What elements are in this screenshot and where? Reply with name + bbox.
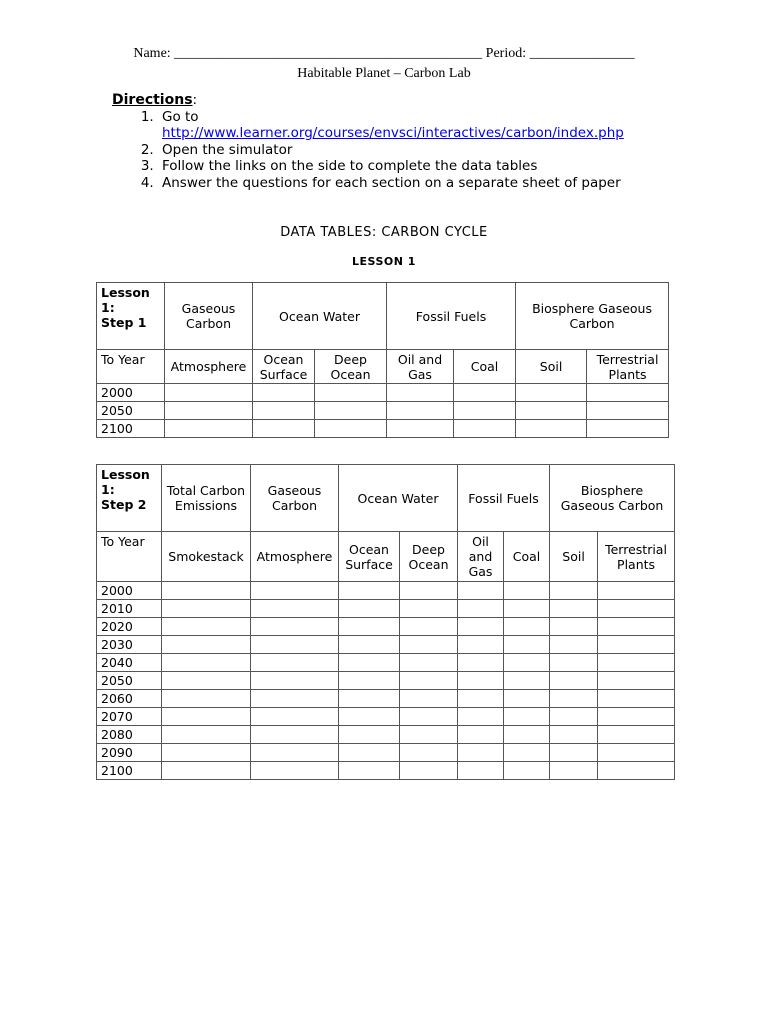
input-cell[interactable] (165, 402, 253, 420)
column-header: Atmosphere (251, 532, 339, 582)
year-cell: 2090 (97, 744, 162, 762)
input-cell[interactable] (162, 672, 251, 690)
input-cell[interactable] (550, 762, 598, 780)
input-cell[interactable] (400, 618, 458, 636)
input-cell[interactable] (165, 420, 253, 438)
input-cell[interactable] (550, 636, 598, 654)
input-cell[interactable] (504, 690, 550, 708)
table-row (97, 708, 675, 726)
group-header: Fossil Fuels (387, 283, 516, 350)
input-cell[interactable] (516, 402, 587, 420)
lesson-step-label: Lesson 1: Step 2 (97, 465, 162, 532)
input-cell[interactable] (454, 420, 516, 438)
table-row (97, 636, 675, 654)
input-cell[interactable] (504, 600, 550, 618)
input-cell[interactable] (458, 618, 504, 636)
input-cell[interactable] (162, 636, 251, 654)
input-cell[interactable] (162, 744, 251, 762)
input-cell[interactable] (550, 672, 598, 690)
input-cell[interactable] (251, 636, 339, 654)
input-cell[interactable] (454, 384, 516, 402)
input-cell[interactable] (598, 600, 675, 618)
table-row (97, 690, 675, 708)
direction-item-2: 2. Open the simulator (158, 142, 732, 159)
input-cell[interactable] (339, 726, 400, 744)
input-cell[interactable] (550, 654, 598, 672)
input-cell[interactable] (339, 672, 400, 690)
input-cell[interactable] (598, 672, 675, 690)
input-cell[interactable] (251, 744, 339, 762)
input-cell[interactable] (598, 654, 675, 672)
input-cell[interactable] (458, 762, 504, 780)
data-table-step-1 (96, 282, 669, 438)
table-row (97, 744, 675, 762)
input-cell[interactable] (504, 744, 550, 762)
input-cell[interactable] (162, 582, 251, 600)
input-cell[interactable] (550, 582, 598, 600)
input-cell[interactable] (251, 726, 339, 744)
input-cell[interactable] (598, 690, 675, 708)
input-cell[interactable] (251, 672, 339, 690)
group-header: Gaseous Carbon (251, 465, 339, 532)
input-cell[interactable] (339, 618, 400, 636)
input-cell[interactable] (458, 708, 504, 726)
document-title: Habitable Planet – Carbon Lab (297, 66, 471, 81)
input-cell[interactable] (550, 618, 598, 636)
input-cell[interactable] (516, 420, 587, 438)
input-cell[interactable] (550, 600, 598, 618)
direction-item-3: 3. Follow the links on the side to complete the data tables (158, 158, 732, 175)
input-cell[interactable] (339, 744, 400, 762)
input-cell[interactable] (504, 726, 550, 744)
input-cell[interactable] (339, 690, 400, 708)
lesson-title: LESSON 1 (352, 255, 416, 268)
group-header: Fossil Fuels (458, 465, 550, 532)
input-cell[interactable] (387, 384, 454, 402)
year-cell: 2080 (97, 726, 162, 744)
input-cell[interactable] (400, 654, 458, 672)
input-cell[interactable] (253, 402, 315, 420)
input-cell[interactable] (400, 672, 458, 690)
column-header: Deep Ocean (315, 350, 387, 384)
input-cell[interactable] (458, 690, 504, 708)
column-header: Soil (516, 350, 587, 384)
table-body (97, 582, 675, 780)
input-cell[interactable] (504, 618, 550, 636)
input-cell[interactable] (251, 582, 339, 600)
input-cell[interactable] (587, 402, 669, 420)
lesson-step-label: Lesson 1: Step 1 (97, 283, 165, 350)
input-cell[interactable] (400, 690, 458, 708)
input-cell[interactable] (253, 384, 315, 402)
input-cell[interactable] (315, 402, 387, 420)
input-cell[interactable] (339, 762, 400, 780)
year-column-header: To Year (97, 532, 162, 582)
direction-item-4: 4. Answer the questions for each section on a separate sheet of paper (158, 175, 732, 192)
input-cell[interactable] (458, 726, 504, 744)
input-cell[interactable] (550, 690, 598, 708)
input-cell[interactable] (598, 636, 675, 654)
input-cell[interactable] (251, 690, 339, 708)
directions-list (112, 109, 732, 192)
input-cell[interactable] (598, 726, 675, 744)
year-cell: 2020 (97, 618, 162, 636)
directions-section (112, 92, 732, 191)
section-title: DATA TABLES: CARBON CYCLE (280, 225, 488, 240)
column-header: Oil and Gas (387, 350, 454, 384)
year-cell: 2010 (97, 600, 162, 618)
input-cell[interactable] (162, 600, 251, 618)
table-row (97, 384, 669, 402)
input-cell[interactable] (251, 618, 339, 636)
table-row (97, 654, 675, 672)
input-cell[interactable] (458, 744, 504, 762)
column-header: Coal (454, 350, 516, 384)
input-cell[interactable] (504, 762, 550, 780)
name-period-line: Name: ____________________________________________ Period: _______________ (133, 46, 635, 61)
input-cell[interactable] (165, 384, 253, 402)
table-row (97, 600, 675, 618)
column-header: Ocean Surface (253, 350, 315, 384)
input-cell[interactable] (504, 708, 550, 726)
input-cell[interactable] (458, 654, 504, 672)
directions-colon: : (192, 92, 198, 108)
input-cell[interactable] (458, 636, 504, 654)
directions-heading: Directions (112, 92, 193, 108)
input-cell[interactable] (516, 384, 587, 402)
input-cell[interactable] (251, 600, 339, 618)
input-cell[interactable] (550, 726, 598, 744)
table-row (97, 726, 675, 744)
data-table-step-2 (96, 464, 675, 780)
table-row (97, 420, 669, 438)
input-cell[interactable] (400, 708, 458, 726)
input-cell[interactable] (253, 420, 315, 438)
input-cell[interactable] (400, 582, 458, 600)
input-cell[interactable] (162, 654, 251, 672)
year-cell: 2050 (97, 672, 162, 690)
input-cell[interactable] (339, 654, 400, 672)
direction-text-1: Go to (162, 108, 199, 125)
table-body (97, 384, 669, 438)
input-cell[interactable] (387, 402, 454, 420)
column-header: Terrestrial Plants (598, 532, 675, 582)
input-cell[interactable] (587, 420, 669, 438)
year-cell: 2060 (97, 690, 162, 708)
group-header: Ocean Water (339, 465, 458, 532)
input-cell[interactable] (400, 744, 458, 762)
group-header: Gaseous Carbon (165, 283, 253, 350)
year-cell: 2000 (97, 384, 165, 402)
input-cell[interactable] (550, 708, 598, 726)
input-cell[interactable] (162, 618, 251, 636)
year-cell: 2000 (97, 582, 162, 600)
input-cell[interactable] (162, 690, 251, 708)
year-column-header: To Year (97, 350, 165, 384)
table-row (97, 618, 675, 636)
input-cell[interactable] (339, 708, 400, 726)
year-cell: 2100 (97, 420, 165, 438)
input-cell[interactable] (339, 582, 400, 600)
input-cell[interactable] (598, 708, 675, 726)
column-header: Ocean Surface (339, 532, 400, 582)
table-row (97, 582, 675, 600)
year-cell: 2070 (97, 708, 162, 726)
column-header: Terrestrial Plants (587, 350, 669, 384)
input-cell[interactable] (598, 582, 675, 600)
group-header: Ocean Water (253, 283, 387, 350)
input-cell[interactable] (504, 636, 550, 654)
input-cell[interactable] (315, 420, 387, 438)
input-cell[interactable] (504, 672, 550, 690)
year-cell: 2030 (97, 636, 162, 654)
input-cell[interactable] (587, 384, 669, 402)
input-cell[interactable] (598, 762, 675, 780)
input-cell[interactable] (458, 582, 504, 600)
column-header: Atmosphere (165, 350, 253, 384)
input-cell[interactable] (162, 762, 251, 780)
group-header: Biosphere Gaseous Carbon (550, 465, 675, 532)
year-cell: 2040 (97, 654, 162, 672)
input-cell[interactable] (400, 726, 458, 744)
direction-item-1 (158, 109, 732, 142)
group-header: Biosphere Gaseous Carbon (516, 283, 669, 350)
input-cell[interactable] (162, 726, 251, 744)
input-cell[interactable] (458, 672, 504, 690)
input-cell[interactable] (504, 582, 550, 600)
simulator-link[interactable]: http://www.learner.org/courses/envsci/interactives/carbon/index.php (162, 125, 624, 141)
input-cell[interactable] (162, 708, 251, 726)
input-cell[interactable] (400, 600, 458, 618)
input-cell[interactable] (251, 762, 339, 780)
input-cell[interactable] (400, 636, 458, 654)
column-header: Soil (550, 532, 598, 582)
group-header: Total Carbon Emissions (162, 465, 251, 532)
column-header: Coal (504, 532, 550, 582)
input-cell[interactable] (598, 618, 675, 636)
table-row (97, 762, 675, 780)
input-cell[interactable] (339, 600, 400, 618)
input-cell[interactable] (458, 600, 504, 618)
input-cell[interactable] (400, 762, 458, 780)
input-cell[interactable] (315, 384, 387, 402)
year-cell: 2050 (97, 402, 165, 420)
input-cell[interactable] (251, 708, 339, 726)
input-cell[interactable] (550, 744, 598, 762)
column-header: Oil and Gas (458, 532, 504, 582)
input-cell[interactable] (251, 654, 339, 672)
input-cell[interactable] (454, 402, 516, 420)
input-cell[interactable] (339, 636, 400, 654)
input-cell[interactable] (387, 420, 454, 438)
input-cell[interactable] (504, 654, 550, 672)
column-header: Deep Ocean (400, 532, 458, 582)
input-cell[interactable] (598, 744, 675, 762)
year-cell: 2100 (97, 762, 162, 780)
table-row (97, 402, 669, 420)
column-header: Smokestack (162, 532, 251, 582)
table-row (97, 672, 675, 690)
